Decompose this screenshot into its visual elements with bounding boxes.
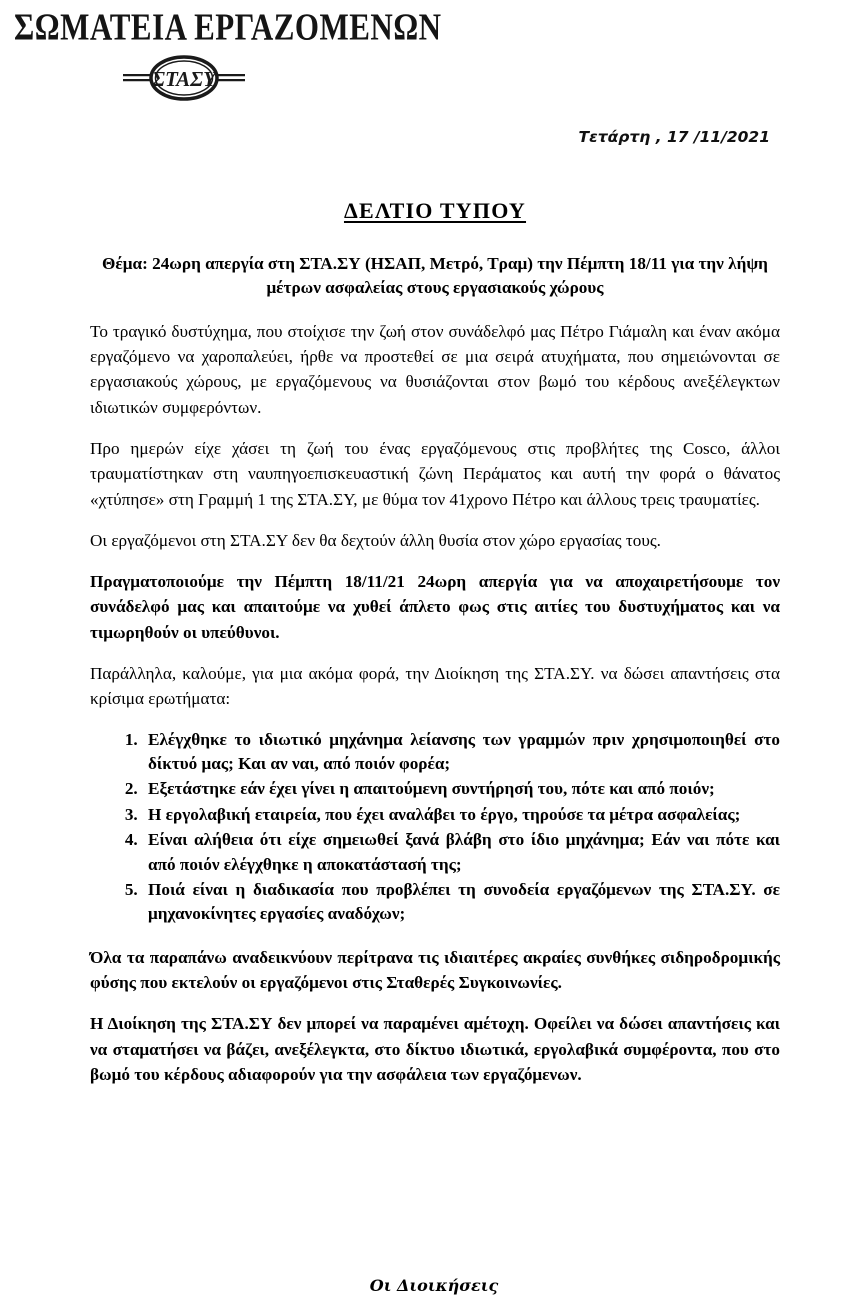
strike-announcement-paragraph: Πραγματοποιούμε την Πέμπτη 18/11/21 24ωρη απεργία για να αποχαιρετήσουμε τον συνάδελφό μας και απαιτούμε να χυθεί άπλετο φως στις αιτίες του δυστυχήματος και να τιμωρηθούν οι υπεύθυνοι. xyxy=(90,572,780,642)
document-body xyxy=(90,198,780,1103)
emblem-container xyxy=(14,55,354,101)
organization-name: ΣΩΜΑΤΕΙΑ ΕΡΓΑΖΟΜΕΝΩΝ xyxy=(14,5,442,49)
conclusion-paragraph-1: Όλα τα παραπάνω αναδεικνύουν περίτρανα τις ιδιαιτέρες ακραίες συνθήκες σιδηροδρομικής φύσης που εκτελούν οι εργαζόμενοι στις Σταθερές Συγκοινωνίες. xyxy=(90,947,780,993)
paragraph-3: Οι εργαζόμενοι στη ΣΤΑ.ΣΥ δεν θα δεχτούν άλλη θυσία στον χώρο εργασίας τους. xyxy=(90,530,661,550)
conclusion-paragraph-2: Η Διοίκηση της ΣΤΑ.ΣΥ δεν μπορεί να παραμένει αμέτοχη. Οφείλει να δώσει απαντήσεις και να σταματήσει να βάζει, ανεξέλεγκτα, στο δίκτυο ιδιωτικά, εργολαβικά συμφέροντα, που στο βωμό του κέρδους αδιαφορούν για την ασφάλεια των εργαζόμενων. xyxy=(90,1014,780,1084)
list-item: 2. Εξετάστηκε εάν έχει γίνει η απαιτούμενη συντήρησή του, πότε και από ποιόν; xyxy=(142,777,780,801)
list-item: 5. Ποιά είναι η διαδικασία που προβλέπει τη συνοδεία εργαζόμενων της ΣΤΑ.ΣΥ. σε μηχανοκίνητες εργασίες αναδόχων; xyxy=(142,878,780,927)
paragraph-2: Προ ημερών είχε χάσει τη ζωή του ένας εργαζόμενους στις προβλήτες της Cosco, άλλοι τραυματίστηκαν στη ναυπηγοεπισκευαστική ζώνη Περάματος και αυτή την φορά ο θάνατος «χτύπησε» στη Γραμμή 1 της ΣΤΑ.ΣΥ, με θύμα τον 41χρονο Πέτρο και άλλους τρεις τραυματίες. xyxy=(90,438,780,509)
svg-text:ΣΤΑΣΥ: ΣΤΑΣΥ xyxy=(151,67,217,91)
date-label: Τετάρτη , 17 /11/2021 xyxy=(578,128,770,146)
subject-line: Θέμα: 24ωρη απεργία στη ΣΤΑ.ΣΥ (ΗΣΑΠ, Μετρό, Τραμ) την Πέμπτη 18/11 για την λήψη μέτρων ασφαλείας στους εργασιακούς χώρους xyxy=(102,254,768,298)
questions-list xyxy=(90,728,780,927)
paragraph-1: Το τραγικό δυστύχημα, που στοίχισε την ζωή στον συνάδελφό μας Πέτρο Γιάμαλη και έναν ακόμα εργαζόμενο να χαροπαλεύει, ήρθε να προστεθεί σε μια σειρά ατυχήματα, που σημειώνονται σε εργασιακούς χώρους, με εργαζόμενους να θυσιάζονται στον βωμό του κέρδους ανεξέλεγκτων ιδιωτικών συμφερόντων. xyxy=(90,321,780,417)
letterhead xyxy=(14,5,442,101)
questions-intro-paragraph: Παράλληλα, καλούμε, για μια ακόμα φορά, την Διοίκηση της ΣΤΑ.ΣΥ. να δώσει απαντήσεις στα κρίσιμα ερωτήματα: xyxy=(90,663,780,709)
page-title: ΔΕΛΤΙΟ ΤΥΠΟΥ xyxy=(343,198,527,223)
list-item: 1. Ελέγχθηκε το ιδιωτικό μηχάνημα λείανσης των γραμμών πριν χρησιμοποιηθεί στο δίκτυό μας; Και αν ναι, από ποιόν φορέα; xyxy=(142,728,780,777)
list-item: 4. Είναι αλήθεια ότι είχε σημειωθεί ξανά βλάβη στο ίδιο μηχάνημα; Εάν ναι πότε και από ποιόν ελέγχθηκε η αποκατάστασή της; xyxy=(142,828,780,877)
list-item: 3. Η εργολαβική εταιρεία, που έχει αναλάβει το έργο, τηρούσε τα μέτρα ασφαλείας; xyxy=(142,803,780,827)
signature-label: Οι Διοικήσεις xyxy=(369,1276,499,1295)
oval-emblem-icon xyxy=(123,55,245,101)
